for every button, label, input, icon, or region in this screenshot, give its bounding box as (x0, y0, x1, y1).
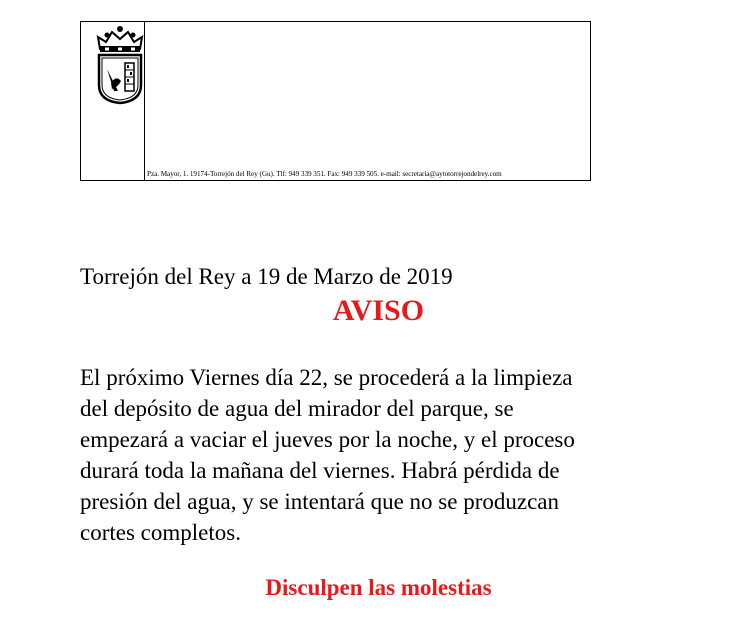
notice-body-line: durará toda la mañana del viernes. Habrá pérdida de (80, 458, 560, 483)
notice-date: Torrejón del Rey a 19 de Marzo de 2019 (80, 264, 453, 289)
notice-body (80, 362, 680, 548)
letterhead-address: Pza. Mayor, 1. 19174-Torrejón del Rey (Gu). Tlf: 949 339 351. Fax: 949 339 505. e-mail: secretaria@aytotorrejondelrey.com (147, 170, 502, 178)
notice-body-line: El próximo Viernes día 22, se procederá a la limpieza (80, 365, 573, 390)
notice-body-line: presión del agua, y se intentará que no se produzcan (80, 489, 559, 514)
notice-closing: Disculpen las molestias (265, 575, 492, 600)
letterhead (80, 21, 591, 181)
notice-title: AVISO (332, 294, 425, 327)
notice-body-line: del depósito de agua del mirador del parque, se (80, 396, 514, 421)
notice-body-line: cortes completos. (80, 520, 241, 545)
crest-cell (81, 22, 145, 180)
notice-body-line: empezará a vaciar el jueves por la noche, y el proceso (80, 427, 575, 452)
municipal-coat-of-arms-icon (94, 25, 146, 107)
